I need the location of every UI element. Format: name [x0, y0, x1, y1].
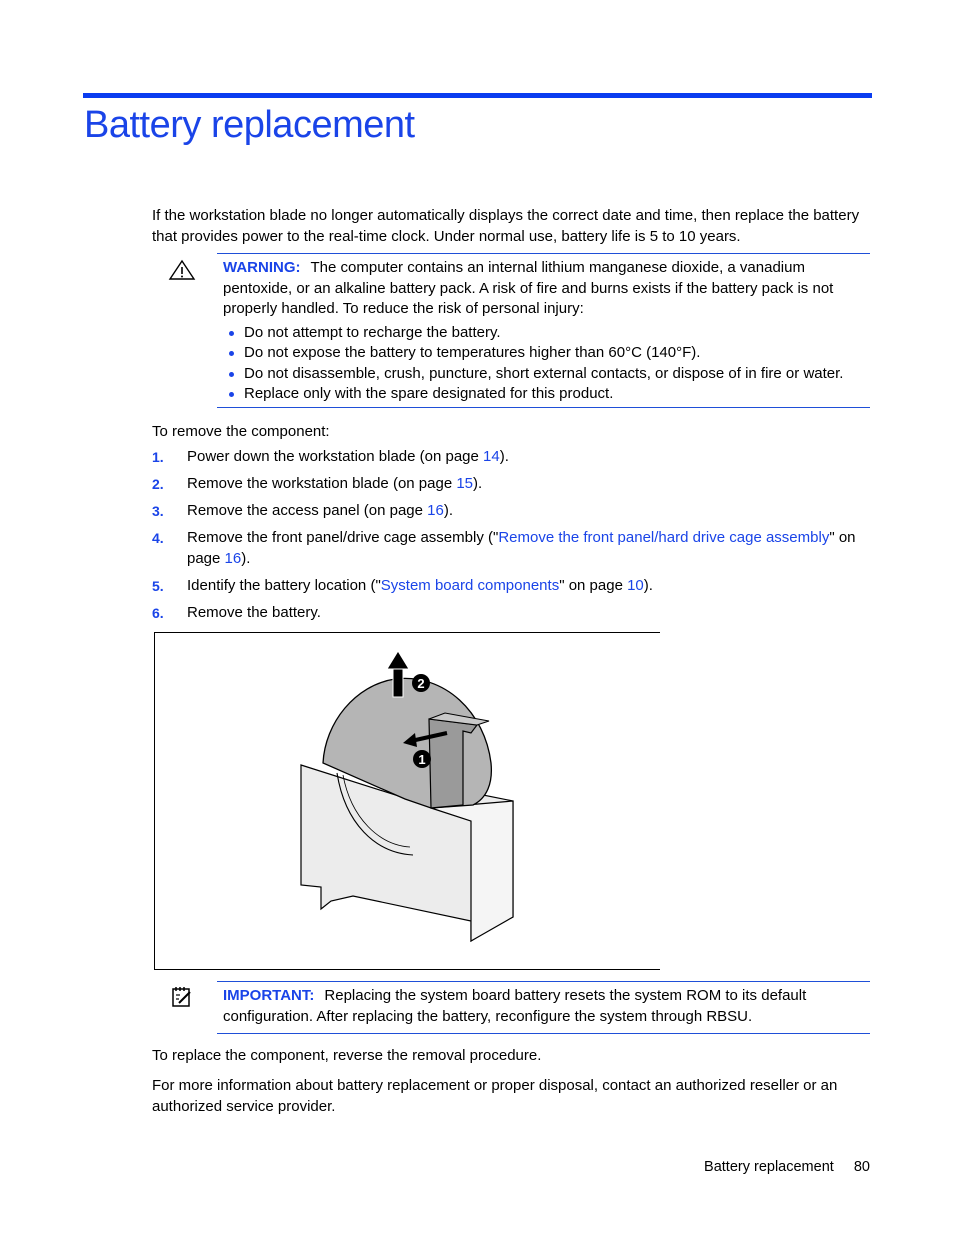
title-rule: [83, 93, 872, 98]
intro-paragraph: If the workstation blade no longer automatically displays the correct date and time, then replace the battery that provides power to the real-time clock. Under normal use, battery life is 5 to 10 years.: [152, 207, 860, 245]
step-item: 6. Remove the battery.: [152, 603, 321, 621]
step-item: 2. Remove the workstation blade (on page 15).: [152, 475, 483, 492]
warning-label: WARNING:: [223, 259, 301, 276]
warning-list: [223, 323, 870, 405]
list-item: Do not attempt to recharge the battery.: [223, 323, 870, 344]
footer-page-number: 80: [853, 1159, 870, 1175]
warning-text: The computer contains an internal lithium manganese dioxide, a vanadium pentoxide, or an alkaline battery pack. A risk of fire and burns exists if the battery pack is not properly handled. To reduce the risk of personal injury:: [223, 259, 834, 317]
page-title: Battery replacement: [84, 104, 415, 146]
important-text: Replacing the system board battery resets the system ROM to its default configuration. After replacing the battery, reconfigure the system through RBSU.: [223, 987, 807, 1025]
important-text-block: [217, 982, 870, 1027]
page-link[interactable]: 14: [483, 448, 500, 465]
step-item: 5. Identify the battery location ("System board components" on page 10).: [152, 576, 653, 594]
page-footer: [704, 1159, 870, 1175]
warning-text-block: [217, 254, 870, 320]
svg-text:1: 1: [418, 752, 426, 767]
bullet-icon: [229, 372, 234, 377]
battery-removal-figure: [154, 632, 660, 970]
warning-triangle-icon: [168, 259, 198, 281]
important-label: IMPORTANT:: [223, 987, 315, 1004]
warning-box: [217, 253, 870, 408]
page-link[interactable]: 16: [224, 549, 242, 567]
important-notepad-icon: [170, 985, 194, 1009]
battery-illustration: [155, 633, 661, 971]
callout-2: [412, 674, 430, 692]
reverse-procedure-text: To replace the component, reverse the removal procedure.: [152, 1047, 542, 1064]
page-link[interactable]: 10: [627, 576, 644, 594]
arrow-2-icon: [387, 651, 409, 669]
more-info-text: For more information about battery replacement or proper disposal, contact an authorized reseller or an authorized service provider.: [152, 1077, 838, 1115]
list-item: Do not disassemble, crush, puncture, short external contacts, or dispose of in fire or water.: [223, 364, 870, 385]
list-item: Do not expose the battery to temperatures higher than 60°C (140°F).: [223, 343, 870, 364]
procedure-steps: [152, 447, 872, 630]
svg-text:2: 2: [417, 676, 425, 691]
footer-section: Battery replacement: [704, 1159, 834, 1175]
step-item: 1. Power down the workstation blade (on page 14).: [152, 448, 509, 465]
page-link[interactable]: 15: [456, 475, 474, 492]
step-item: 4. Remove the front panel/drive cage assembly ("Remove the front panel/hard drive cage assembly" on page 16).: [152, 529, 856, 567]
callout-1: [413, 750, 431, 768]
bullet-icon: [229, 351, 234, 356]
page-link[interactable]: 16: [427, 502, 444, 519]
list-item: Replace only with the spare designated for this product.: [223, 384, 870, 405]
important-box: [217, 981, 870, 1034]
cross-reference-link[interactable]: System board components: [380, 576, 560, 594]
procedure-lead: To remove the component:: [152, 423, 330, 440]
cross-reference-link[interactable]: Remove the front panel/hard drive cage assembly: [498, 529, 830, 546]
step-item: 3. Remove the access panel (on page 16).: [152, 502, 454, 519]
bullet-icon: [229, 392, 234, 397]
bullet-icon: [229, 331, 234, 336]
